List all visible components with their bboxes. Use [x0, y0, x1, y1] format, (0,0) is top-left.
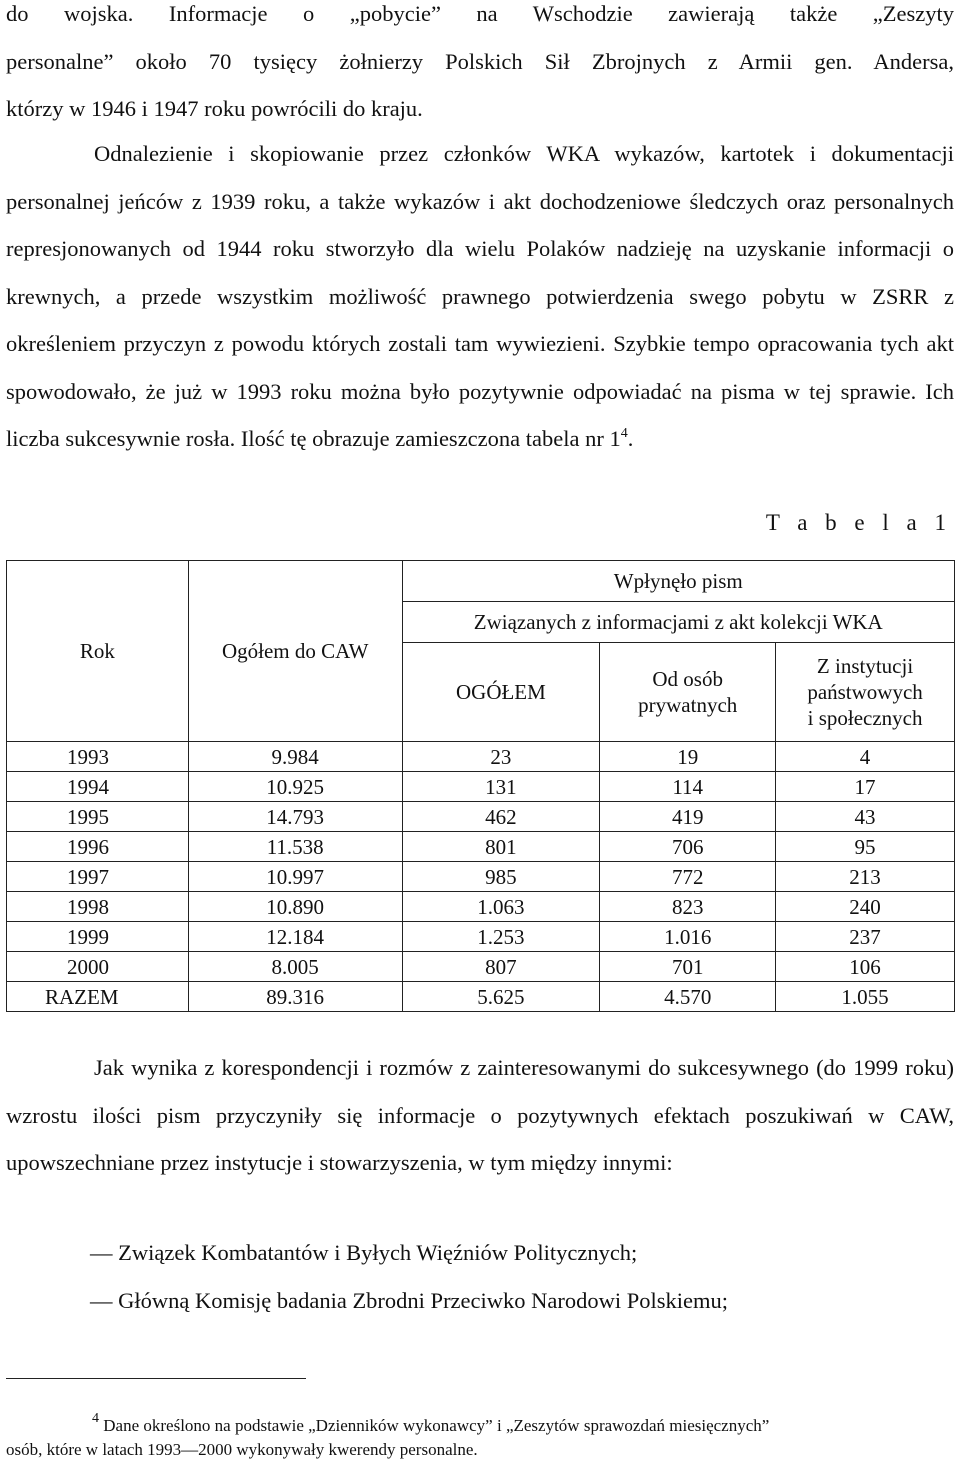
list-item: — Związek Kombatantów i Byłych Więźniów Politycznych; [90, 1240, 638, 1265]
cell-ogolem-caw: 11.538 [188, 832, 402, 862]
data-table [6, 560, 955, 1012]
header-od-osob [600, 643, 776, 742]
header-rok: Rok [7, 561, 189, 742]
table-row [7, 982, 955, 1012]
cell-z-instytucji: 237 [776, 922, 955, 952]
table-row [7, 772, 955, 802]
cell-year: 1998 [7, 892, 189, 922]
cell-year: 1997 [7, 862, 189, 892]
cell-od-osob: 4.570 [600, 982, 776, 1012]
paragraph-line: personalne” około 70 tysięcy żołnierzy Polskich Sił Zbrojnych z Armii gen. Andersa, [6, 48, 954, 74]
header-line: i społecznych [807, 706, 923, 730]
cell-ogolem-caw: 9.984 [188, 742, 402, 772]
list-item: — Główną Komisję badania Zbrodni Przeciwko Narodowi Polskiemu; [90, 1288, 729, 1313]
header-ogolem-caw: Ogółem do CAW [188, 561, 402, 742]
cell-year: 1996 [7, 832, 189, 862]
cell-od-osob: 19 [600, 742, 776, 772]
cell-od-osob: 706 [600, 832, 776, 862]
cell-ogolem: 807 [402, 952, 600, 982]
footnote-separator [6, 1378, 306, 1379]
paragraph-text: Odnalezienie i skopiowanie przez członków WKA wykazów, kartotek i dokumentacji personalnej jeńców z 1939 roku, a także wykazów i akt dochodzeniowe śledczych oraz personalnych represjonowanych od 1944 roku stworzyło dla wielu Polaków nadzieję na uzyskanie informacji o krewnych, a przede wszystkim możliwość prawnego potwierdzenia swego pobytu w ZSRR z określeniem przyczyn z powodu których zostali tam wywiezieni. Szybkie tempo opracowania tych akt spowodowało, że już w 1993 roku można było pozytywnie odpowiadać na pisma w tej sprawie. Ich liczba sukcesywnie rosła. Ilość tę obrazuje zamieszczona tabela nr 1 [6, 141, 954, 451]
table-row [7, 802, 955, 832]
cell-z-instytucji: 213 [776, 862, 955, 892]
cell-year: 1999 [7, 922, 189, 952]
cell-ogolem-caw: 14.793 [188, 802, 402, 832]
paragraph-wka [6, 130, 954, 463]
cell-z-instytucji: 17 [776, 772, 955, 802]
paragraph-end: . [627, 426, 634, 451]
cell-od-osob: 701 [600, 952, 776, 982]
footnote-reference: 4 [620, 426, 628, 441]
cell-year: 2000 [7, 952, 189, 982]
footnote-line [6, 1411, 954, 1438]
paragraph-continuation [6, 0, 954, 133]
header-line: Od osób [652, 667, 723, 691]
footnote-line: osób, które w latach 1993—2000 wykonywały kwerendy personalne. [6, 1440, 478, 1459]
footnote [6, 1411, 954, 1462]
paragraph-line: którzy w 1946 i 1947 roku powrócili do kraju. [6, 96, 423, 121]
footnote-text: Dane określono na podstawie „Dzienników wykonawcy” i „Zeszytów sprawozdań miesięcznych” [99, 1416, 770, 1435]
table-body [7, 742, 955, 1012]
header-line: państwowych [807, 680, 923, 704]
cell-z-instytucji: 1.055 [776, 982, 955, 1012]
table-row [7, 862, 955, 892]
cell-z-instytucji: 240 [776, 892, 955, 922]
cell-z-instytucji: 43 [776, 802, 955, 832]
header-z-instytucji [776, 643, 955, 742]
cell-ogolem-caw: 8.005 [188, 952, 402, 982]
cell-ogolem: 1.063 [402, 892, 600, 922]
cell-ogolem-caw: 89.316 [188, 982, 402, 1012]
table-row [7, 952, 955, 982]
cell-ogolem: 985 [402, 862, 600, 892]
cell-ogolem-caw: 10.890 [188, 892, 402, 922]
table-row [7, 892, 955, 922]
cell-ogolem: 23 [402, 742, 600, 772]
paragraph-line: do wojska. Informacje o „pobycie” na Wschodzie zawierają także „Zeszyty [6, 1, 954, 26]
header-wplynelo: Wpłynęło pism [402, 561, 954, 602]
cell-ogolem: 131 [402, 772, 600, 802]
header-line: Z instytucji [816, 654, 914, 678]
header-ogolem: OGÓŁEM [402, 643, 600, 742]
header-zwiazanych: Związanych z informacjami z akt kolekcji WKA [402, 602, 954, 643]
footnote-marker: 4 [92, 1411, 99, 1426]
cell-ogolem: 5.625 [402, 982, 600, 1012]
cell-od-osob: 1.016 [600, 922, 776, 952]
table-row [7, 742, 955, 772]
cell-ogolem-caw: 10.997 [188, 862, 402, 892]
cell-ogolem: 1.253 [402, 922, 600, 952]
cell-od-osob: 772 [600, 862, 776, 892]
cell-od-osob: 419 [600, 802, 776, 832]
cell-z-instytucji: 4 [776, 742, 955, 772]
cell-year: 1995 [7, 802, 189, 832]
cell-ogolem: 801 [402, 832, 600, 862]
cell-ogolem: 462 [402, 802, 600, 832]
cell-z-instytucji: 95 [776, 832, 955, 862]
cell-year: 1993 [7, 742, 189, 772]
cell-od-osob: 823 [600, 892, 776, 922]
cell-ogolem-caw: 12.184 [188, 922, 402, 952]
cell-z-instytucji: 106 [776, 952, 955, 982]
cell-od-osob: 114 [600, 772, 776, 802]
cell-ogolem-caw: 10.925 [188, 772, 402, 802]
table-row [7, 832, 955, 862]
table-title: T a b e l a 1 [765, 510, 952, 535]
header-line: prywatnych [638, 693, 738, 717]
paragraph-correspondence: Jak wynika z korespondencji i rozmów z zainteresowanymi do sukcesywnego (do 1999 roku) wzrostu ilości pism przyczyniły się informacje o pozytywnych efektach poszukiwań w CAW, upowszechniane przez instytucje i stowarzyszenia, w tym między innymi: [6, 1055, 954, 1175]
cell-year: RAZEM [7, 982, 189, 1012]
cell-year: 1994 [7, 772, 189, 802]
table-row [7, 922, 955, 952]
